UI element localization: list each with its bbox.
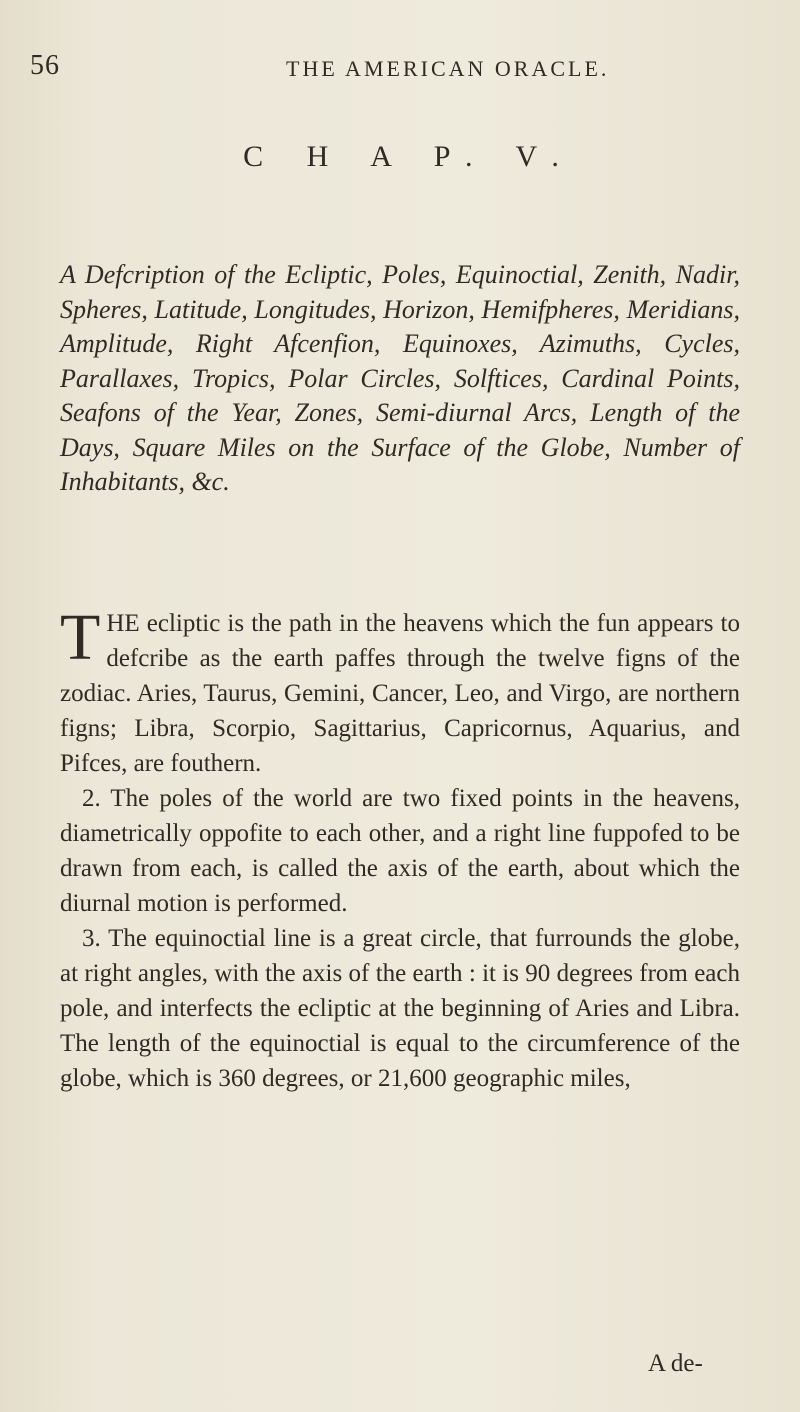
paragraph-1 <box>60 601 740 781</box>
chapter-subtitle: A Defcription of the Ecliptic, Poles, Equinoctial, Zenith, Nadir, Spheres, Latitude, Longitudes, Horizon, Hemifpheres, Meridians, Amplitude, Right Afcenfion, Equinoxes, Azimuths, Cycles, Parallaxes, Tropics, Polar Circles, Solftices, Cardinal Points, Seafons of the Year, Zones, Semi-diurnal Arcs, Length of the Days, Square Miles on the Surface of the Globe, Number of Inhabitants, &c. <box>60 260 740 496</box>
running-head <box>30 50 770 90</box>
chapter-heading: C H A P. V. <box>243 140 577 173</box>
paragraph-2: 2. The poles of the world are two fixed points in the heavens, diametrically oppofite to each other, and a right line fuppofed to be drawn from each, is called the axis of the earth, about which the diurnal motion is performed. <box>60 785 740 917</box>
running-title: THE AMERICAN ORACLE. <box>286 56 610 81</box>
paragraph-3: 3. The equinoctial line is a great circle, that furrounds the globe, at right angles, with the axis of the earth : it is 90 degrees from each pole, and interfects the ecliptic at the beginning of Aries and Libra. The length of the equinoctial is equal to the circumference of the globe, which is 360 degrees, or 21,600 geographic miles, <box>60 925 740 1092</box>
body-text <box>60 601 740 1096</box>
drop-cap-initial: T <box>60 601 101 674</box>
catchword: A de- <box>648 1350 703 1377</box>
page-number: 56 <box>30 50 60 81</box>
paragraph-1-text: HE ecliptic is the path in the heavens which the fun appears to defcribe as the earth paffes through the twelve figns of the zodiac. Aries, Taurus, Gemini, Cancer, Leo, and Virgo, are northern figns; Libra, Scorpio, Sagittarius, Capricornus, Aquarius, and Pifces, are fouthern. <box>60 610 740 777</box>
